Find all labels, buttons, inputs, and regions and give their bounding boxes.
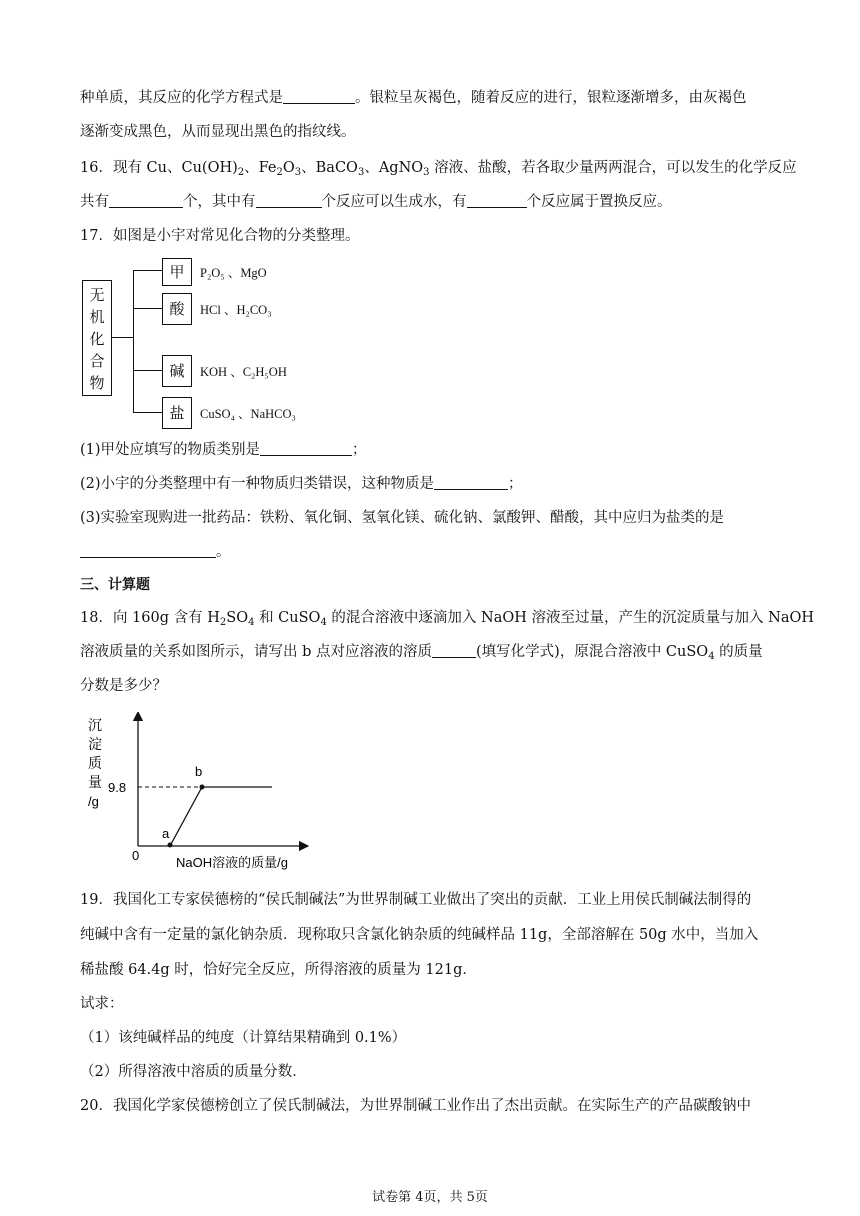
connector	[133, 412, 162, 413]
answer-blank[interactable]	[256, 193, 322, 208]
section-heading: 三、计算题	[80, 577, 150, 593]
text: O	[282, 160, 295, 176]
answer-blank[interactable]	[260, 441, 352, 456]
text: （1）该纯碱样品的纯度（计算结果精确到 0.1%）	[80, 1030, 407, 1046]
question-17-part1	[80, 440, 367, 460]
question-17-part3	[80, 508, 724, 528]
subscript: 3	[294, 167, 302, 178]
point-a-dot	[168, 843, 173, 848]
answer-blank[interactable]	[467, 193, 527, 208]
subscript: 2	[276, 167, 283, 178]
text: （2）所得溶液中溶质的质量分数．	[80, 1064, 307, 1080]
x-axis-label: NaOH溶液的质量/g	[176, 855, 288, 870]
text: 和 CuSO	[254, 610, 321, 626]
y-tick-label: 9.8	[108, 780, 127, 795]
text: 个反应可以生成水，有	[321, 194, 467, 210]
answer-blank[interactable]	[434, 475, 508, 490]
text: 。	[216, 544, 231, 560]
text: 19．我国化工专家侯德榜的“侯氏制碱法”为世界制碱工业做出了突出的贡献．工业上用侯氏制碱法制得的	[80, 892, 752, 908]
text: (3)实验室现购进一批药品：铁粉、氧化铜、氢氧化镁、硫化钠、氯酸钾、醋酸，其中应归为盐类的是	[80, 510, 725, 526]
connector	[133, 270, 134, 412]
question-19-line2	[80, 925, 758, 945]
connector	[111, 337, 133, 338]
subscript: 3	[423, 167, 430, 178]
text: 溶液、盐酸，若各取少量两两混合，可以发生的化学反应	[429, 160, 797, 176]
root-box	[82, 280, 112, 396]
answer-blank[interactable]	[80, 543, 216, 558]
text: 溶液质量的关系如图所示，请写出 b 点对应溶液的溶质	[80, 644, 432, 660]
text: 16．现有 Cu、Cu(OH)	[80, 160, 238, 176]
category-examples: CuSO₄ 、NaHCO₃	[200, 407, 296, 421]
subscript: 4	[248, 617, 255, 628]
subscript: 2	[219, 617, 227, 628]
ylabel-1: 沉	[88, 717, 102, 733]
question-19-part1	[80, 1028, 406, 1048]
category-box-base	[162, 355, 192, 387]
text: (2)小宇的分类整理中有一种物质归类错误，这种物质是	[80, 476, 435, 492]
subscript: 3	[357, 167, 365, 178]
classification-diagram	[82, 254, 342, 430]
category-box-jia	[162, 258, 192, 286]
category-examples: KOH 、C₂H₅OH	[200, 365, 287, 379]
text: 20．我国化学家侯德榜创立了侯氏制碱法，为世界制碱工业作出了杰出贡献。在实际生产的产品碳酸钠中	[80, 1098, 751, 1114]
root-char: 合	[89, 352, 105, 370]
category-label: 盐	[169, 404, 185, 422]
question-18-line3	[80, 676, 167, 696]
ylabel-3: 质	[88, 755, 102, 771]
root-char: 无	[89, 286, 105, 304]
text: 个，其中有	[183, 194, 256, 210]
question-16-line1	[80, 158, 797, 183]
category-box-salt	[162, 397, 192, 429]
point-a-label: a	[162, 826, 170, 841]
category-examples: HCl 、H₂CO₃	[200, 303, 272, 317]
category-label: 甲	[169, 263, 185, 281]
answer-blank[interactable]	[283, 89, 355, 104]
question-19-line3	[80, 960, 477, 980]
question-17-part2	[80, 474, 523, 494]
root-char: 机	[89, 308, 105, 326]
question-17-part3-answer	[80, 542, 231, 562]
text: (1)甲处应填写的物质类别是	[80, 442, 261, 458]
point-b-dot	[200, 785, 205, 790]
question-16-line2	[80, 192, 672, 212]
question-19-line4	[80, 994, 124, 1014]
question-19-line1	[80, 890, 751, 910]
root-label	[83, 284, 111, 394]
ylabel-5: /g	[88, 794, 99, 809]
question-20-line1	[80, 1096, 751, 1116]
answer-blank[interactable]	[109, 193, 183, 208]
text: 个反应属于置换反应。	[526, 194, 672, 210]
text: 种单质，其反应的化学方程式是	[80, 90, 283, 106]
category-label: 碱	[169, 362, 185, 380]
subscript: 4	[320, 617, 327, 628]
text: 试求：	[80, 996, 124, 1012]
question-18-line2	[80, 642, 763, 667]
text: 的质量	[714, 644, 763, 660]
text: 的混合溶液中逐滴加入 NaOH 溶液至过量，产生的沉淀质量与加入 NaOH	[326, 610, 814, 626]
text: ；	[508, 476, 523, 492]
point-b-label: b	[195, 764, 203, 779]
text: 逐渐变成黑色，从而显现出黑色的指纹线。	[80, 124, 356, 140]
root-char: 化	[89, 330, 105, 348]
text: 、BaCO	[301, 160, 358, 176]
text-line	[80, 122, 356, 142]
page-footer: 试卷第 4页，共 5页	[372, 1190, 488, 1205]
category-examples: P₂O₅ 、MgO	[200, 266, 267, 280]
question-17-title	[80, 226, 359, 246]
connector	[133, 270, 162, 271]
text: 纯碱中含有一定量的氯化钠杂质．现称取只含氯化钠杂质的纯碱样品 11g，全部溶解在 50g 水中，当加入	[80, 927, 759, 943]
text: 17．如图是小宇对常见化合物的分类整理。	[80, 228, 360, 244]
precipitate-graph	[82, 712, 322, 872]
text: 分数是多少？	[80, 678, 167, 694]
category-box-acid	[162, 293, 192, 325]
text: 稀盐酸 64.4g 时，恰好完全反应，所得溶液的质量为 121g．	[80, 962, 477, 978]
text: (填写化学式)，原混合溶液中 CuSO	[476, 644, 709, 660]
root-char: 物	[89, 374, 105, 392]
ylabel-4: 量	[88, 774, 102, 790]
text: ；	[352, 442, 367, 458]
text: 18．向 160g 含有 H	[80, 610, 220, 626]
text: 、Fe	[244, 160, 277, 176]
rising-segment	[170, 787, 202, 846]
connector	[133, 308, 162, 309]
subscript: 2	[237, 167, 245, 178]
text: 共有	[80, 194, 109, 210]
text: SO	[226, 610, 249, 626]
question-19-part2	[80, 1062, 307, 1082]
ylabel-2: 淀	[88, 736, 102, 752]
category-label: 酸	[169, 300, 185, 318]
origin-label: 0	[132, 848, 140, 863]
text: 。银粒呈灰褐色，随着反应的进行，银粒逐渐增多，由灰褐色	[355, 90, 747, 106]
question-18-line1	[80, 608, 814, 633]
connector	[133, 370, 162, 371]
text: 、AgNO	[364, 160, 424, 176]
subscript: 4	[708, 651, 715, 662]
text-line	[80, 88, 747, 108]
answer-blank[interactable]	[432, 643, 476, 658]
